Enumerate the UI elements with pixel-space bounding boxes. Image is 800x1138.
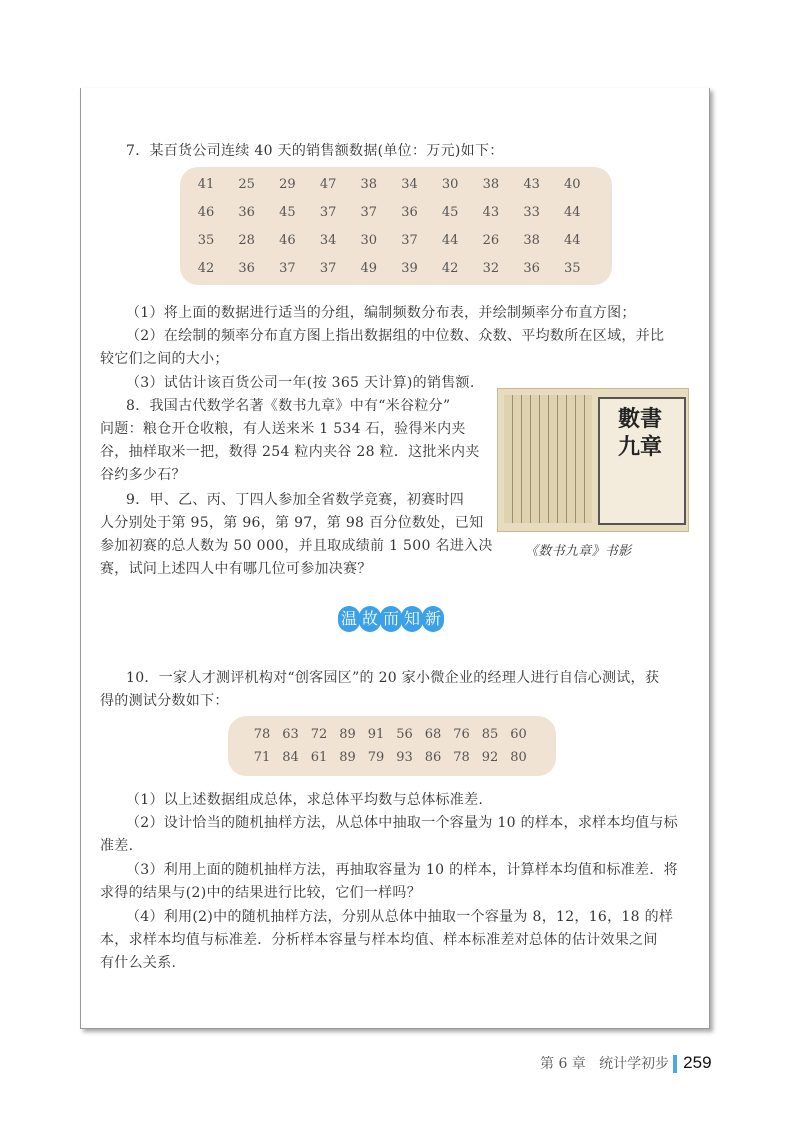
page-number: 259 — [683, 1053, 712, 1072]
table-cell: 38 — [523, 233, 540, 248]
table-cell: 92 — [481, 750, 499, 765]
table-cell: 84 — [282, 750, 299, 765]
table-cell: 32 — [482, 261, 500, 276]
table-cell: 36 — [523, 261, 540, 276]
book-page-left — [504, 395, 592, 523]
table-cell: 38 — [360, 177, 378, 192]
q8-line: 谷，抽样取米一把，数得 254 粒内夹谷 28 粒．这批米内夹 — [100, 444, 480, 460]
table-cell: 34 — [319, 233, 337, 248]
table-cell: 61 — [310, 750, 328, 765]
section-badge: 温 故 而 知 新 — [338, 606, 443, 632]
q8-line: 问题：粮仓开仓收粮，有人送来米 1 534 石，验得米内夹 — [100, 421, 466, 437]
image-caption: 《数书九章》书影 — [525, 544, 632, 559]
table-cell: 78 — [453, 750, 470, 765]
table-cell: 79 — [367, 750, 385, 765]
table-cell: 76 — [453, 727, 470, 742]
table-cell: 72 — [310, 727, 328, 742]
table-cell: 30 — [441, 177, 459, 192]
table-cell: 89 — [339, 727, 356, 742]
table-cell: 42 — [441, 261, 459, 276]
q7-part2-cont: 较它们之间的大小； — [100, 351, 229, 367]
table-cell: 43 — [482, 205, 500, 220]
q10-stem-cont: 得的测试分数如下： — [100, 693, 229, 709]
q10-part4: （4）利用(2)中的随机抽样方法，分别从总体中抽取一个容量为 8，12，16，18 的样 — [126, 909, 674, 925]
table-cell: 35 — [564, 261, 581, 276]
table-cell: 33 — [523, 205, 540, 220]
table-cell: 25 — [238, 177, 255, 192]
table-cell: 44 — [564, 205, 581, 220]
q8-line: 谷约多少石？ — [100, 467, 186, 483]
score-data-table — [228, 716, 556, 776]
q10-part3-cont: 求得的结果与(2)中的结果进行比较，它们一样吗？ — [100, 885, 422, 901]
table-cell: 89 — [339, 750, 356, 765]
table-cell: 71 — [253, 750, 271, 765]
table-cell: 43 — [523, 177, 540, 192]
table-cell: 26 — [482, 233, 500, 248]
table-cell: 36 — [238, 205, 255, 220]
table-cell: 45 — [279, 205, 296, 220]
q10-part4-cont: 本，求样本均值与标准差．分析样本容量与样本均值、样本标准差对总体的估计效果之间 — [100, 932, 658, 948]
q10-part1: （1）以上述数据组成总体，求总体平均数与总体标准差. — [126, 792, 484, 808]
q10-part2: （2）设计恰当的随机抽样方法，从总体中抽取一个容量为 10 的样本，求样本均值与标 — [126, 815, 678, 831]
table-cell: 37 — [319, 205, 337, 220]
table-cell: 78 — [253, 727, 271, 742]
q9-line: 9．甲、乙、丙、丁四人参加全省数学竞赛，初赛时四 — [126, 492, 465, 508]
table-cell: 41 — [197, 177, 215, 192]
table-cell: 68 — [424, 727, 442, 742]
table-cell: 29 — [279, 177, 296, 192]
page-footer — [540, 1053, 712, 1073]
table-cell: 93 — [396, 750, 413, 765]
q10-part2-cont: 准差. — [100, 838, 134, 854]
q7-part2: （2）在绘制的频率分布直方图上指出数据组的中位数、众数、平均数所在区域，并比 — [126, 328, 665, 344]
book-cover: 數書九章 — [598, 397, 686, 525]
table-cell: 37 — [360, 205, 378, 220]
table-cell: 44 — [564, 233, 581, 248]
table-cell: 45 — [441, 205, 459, 220]
table-cell: 44 — [441, 233, 459, 248]
q7-part1: （1）将上面的数据进行适当的分组，编制频数分布表，并绘制频率分布直方图； — [126, 305, 636, 321]
table-cell: 46 — [279, 233, 296, 248]
book-photo — [497, 388, 689, 532]
table-cell: 80 — [510, 750, 527, 765]
table-cell: 36 — [401, 205, 418, 220]
table-cell: 60 — [510, 727, 527, 742]
q7-stem: 7．某百货公司连续 40 天的销售额数据(单位：万元)如下： — [126, 143, 504, 159]
chapter-title: 统计学初步 — [599, 1056, 670, 1072]
q9-line: 人分别处于第 95，第 96，第 97，第 98 百分位数处，已知 — [100, 515, 484, 531]
table-cell: 37 — [401, 233, 418, 248]
table-cell: 28 — [238, 233, 255, 248]
table-cell: 36 — [238, 261, 255, 276]
table-cell: 56 — [396, 727, 413, 742]
table-cell: 46 — [197, 205, 215, 220]
q10-part4-cont: 有什么关系. — [100, 955, 177, 971]
table-cell: 49 — [360, 261, 378, 276]
footer-divider — [673, 1055, 677, 1073]
table-cell: 39 — [401, 261, 418, 276]
table-cell: 40 — [564, 177, 581, 192]
table-cell: 86 — [424, 750, 442, 765]
q9-line: 赛，试问上述四人中有哪几位可参加决赛？ — [100, 561, 372, 577]
q9-line: 参加初赛的总人数为 50 000，并且取成绩前 1 500 名进入决 — [100, 538, 493, 554]
q10-stem: 10．一家人才测评机构对“创客园区”的 20 家小微企业的经理人进行自信心测试，获 — [126, 670, 660, 686]
table-cell: 37 — [279, 261, 296, 276]
table-cell: 91 — [367, 727, 385, 742]
q7-part3: （3）试估计该百货公司一年(按 365 天计算)的销售额. — [126, 375, 475, 391]
table-cell: 85 — [481, 727, 499, 742]
table-cell: 30 — [360, 233, 378, 248]
chapter-number: 第 6 章 — [540, 1056, 586, 1072]
q8-line: 8．我国古代数学名著《数书九章》中有“米谷粒分” — [126, 398, 451, 414]
table-cell: 63 — [282, 727, 299, 742]
sales-data-table — [180, 167, 612, 285]
table-cell: 35 — [197, 233, 215, 248]
table-cell: 37 — [319, 261, 337, 276]
table-cell: 38 — [482, 177, 500, 192]
table-cell: 47 — [319, 177, 337, 192]
q10-part3: （3）利用上面的随机抽样方法，再抽取容量为 10 的样本，计算样本均值和标准差．将 — [126, 862, 678, 878]
table-cell: 34 — [401, 177, 418, 192]
table-cell: 42 — [197, 261, 215, 276]
